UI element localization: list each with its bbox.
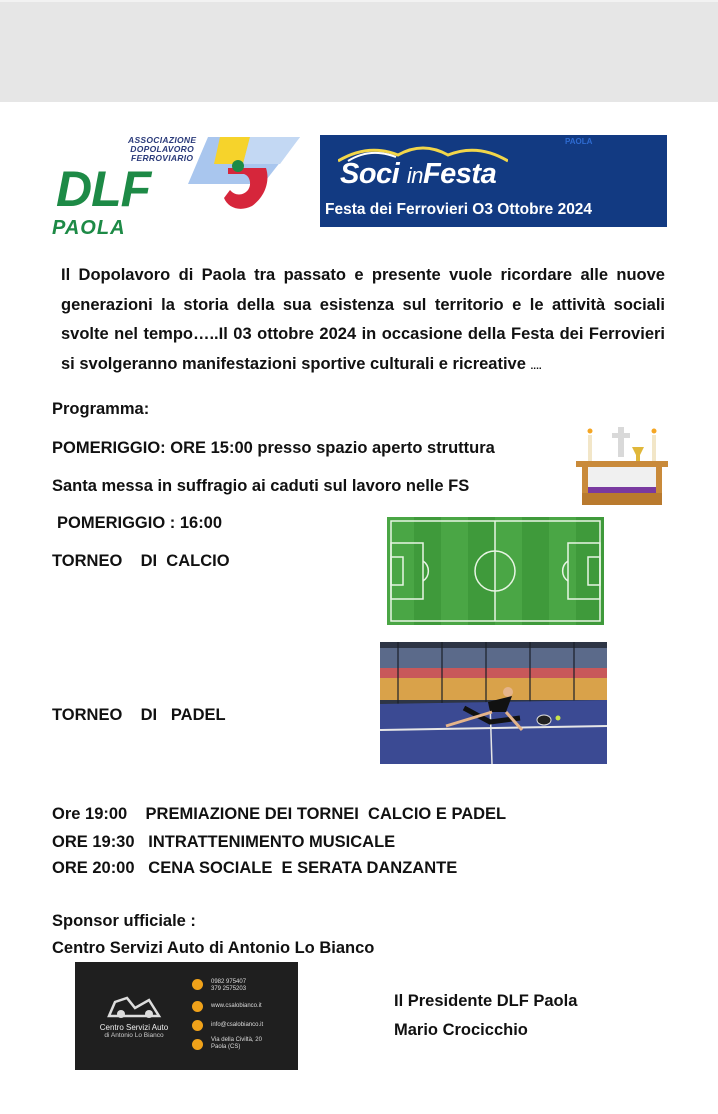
program-torneo-padel: TORNEO DI PADEL bbox=[52, 706, 226, 724]
sponsor-label: Sponsor ufficiale : bbox=[52, 912, 196, 930]
dlf-logo bbox=[50, 134, 305, 238]
intro-paragraph bbox=[61, 261, 665, 381]
program-ore-1930: ORE 19:30 INTRATTENIMENTO MUSICALE bbox=[52, 833, 396, 851]
phone-icon bbox=[192, 979, 203, 990]
intro-text: Il Dopolavoro di Paola tra passato e presente vuole ricordare alle nuove generazioni la storia della sua esistenza sul territorio e le attività sociali svolte nel tempo…..Il 03 ottobre 2024 in occasione della Festa dei Ferrovieri si svolgeranno manifestazioni sportive culturali e ricreative bbox=[61, 266, 665, 373]
paola-wordmark: PAOLA bbox=[52, 217, 126, 239]
association-name: ASSOCIAZIONE DOPOLAVORO FERROVIARIO bbox=[128, 135, 197, 163]
sponsor-phone-2: 379 2575203 bbox=[211, 986, 247, 992]
program-torneo-calcio: TORNEO DI CALCIO bbox=[52, 552, 230, 570]
car-logo-icon bbox=[105, 990, 165, 1022]
email-icon bbox=[192, 1020, 203, 1031]
president-name: Mario Crocicchio bbox=[394, 1021, 528, 1039]
banner-subtitle: Festa dei Ferrovieri O3 Ottobre 2024 bbox=[325, 201, 593, 218]
program-pomeriggio-1500: POMERIGGIO: ORE 15:00 presso spazio aperto struttura bbox=[52, 439, 495, 457]
sponsor-website: www.csalobianco.it bbox=[211, 1003, 262, 1009]
altar-illustration bbox=[574, 423, 670, 507]
sponsor-phone-1: 0982 975407 bbox=[211, 979, 247, 985]
soci-in-festa-banner bbox=[320, 135, 667, 227]
top-gray-bar bbox=[0, 0, 718, 102]
sponsor-card-subtitle: di Antonio Lo Bianco bbox=[104, 1032, 164, 1039]
sponsor-address-2: Paola (CS) bbox=[211, 1044, 241, 1050]
puzzle-logo-icon bbox=[188, 134, 303, 212]
dlf-wordmark: DLF bbox=[56, 161, 151, 217]
program-heading: Programma: bbox=[52, 400, 150, 418]
sponsor-address-1: Via della Civiltà, 20 bbox=[211, 1037, 262, 1043]
sponsor-card bbox=[75, 962, 298, 1070]
program-santa-messa: Santa messa in suffragio ai caduti sul lavoro nelle FS bbox=[52, 477, 470, 495]
location-pin-icon bbox=[192, 1039, 203, 1050]
program-ore-1900: Ore 19:00 PREMIAZIONE DEI TORNEI CALCIO E PADEL bbox=[52, 805, 507, 823]
sponsor-card-title: Centro Servizi Auto bbox=[99, 1023, 169, 1032]
program-pomeriggio-1600: POMERIGGIO : 16:00 bbox=[57, 514, 223, 532]
sponsor-name: Centro Servizi Auto di Antonio Lo Bianco bbox=[52, 939, 375, 957]
president-role: Il Presidente DLF Paola bbox=[394, 992, 578, 1010]
program-ore-2000: ORE 20:00 CENA SOCIALE E SERATA DANZANTE bbox=[52, 859, 458, 877]
intro-ellipsis: .... bbox=[530, 360, 542, 372]
football-field-illustration bbox=[387, 517, 604, 625]
padel-court-illustration bbox=[380, 642, 607, 764]
banner-title: Soci inFesta bbox=[340, 158, 497, 190]
globe-icon bbox=[192, 1001, 203, 1012]
banner-paola-tag: PAOLA bbox=[565, 137, 593, 146]
sponsor-email: info@csalobianco.it bbox=[211, 1022, 264, 1028]
